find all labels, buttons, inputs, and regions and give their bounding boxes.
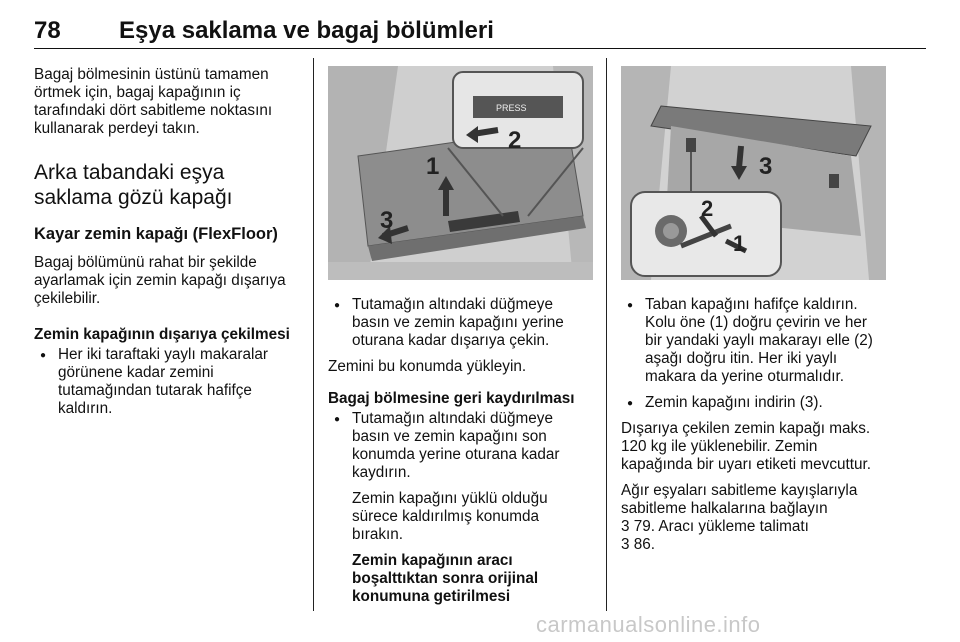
bullet-item: ● Tutamağın altındaki düğmeye basın ve zemin kapağını yerine oturana kadar dışarıya çekin. [328,296,593,350]
section-heading: Arka tabandaki eşya saklama gözü kapağı [34,161,233,209]
paragraph: Dışarıya çekilen zemin kapağı maks. 120 kg ile yüklenebilir. Zemin kapağında bir uyarı etiketi mevcuttur. [621,420,871,473]
footer-watermark: carmanualsonline.info [536,612,761,637]
bullet-item: ● Her iki taraftaki yaylı makaralar görünene kadar zemini tutamağından tutarak hafifçe kaldırın. [34,346,302,418]
paragraph: Zemini bu konumda yükleyin. [328,358,527,375]
column-1 [34,58,302,418]
intro-text: Bagaj bölmesinin üstünü tamamen örtmek için, bagaj kapağının iç tarafındaki dört sabitleme noktasını kullanarak perdeyi takın. [34,66,273,137]
callout-2: 2 [508,127,522,154]
flexfloor-lower-figure [621,66,886,280]
cross-reference-1[interactable]: 3 79. Aracı yükleme talimatı [621,518,809,535]
figure-illustration [621,66,886,280]
figure-illustration [328,66,593,280]
subsection-text: Bagaj bölümünü rahat bir şekilde ayarlamak için zemin kapağı dışarıya çekilebilir. [34,254,286,307]
callout-1: 1 [426,153,440,180]
bullet-item: ● Tutamağın altındaki düğmeye basın ve zemin kapağını son konumda yerine oturana kadar kaydırın. [328,410,593,482]
restore-heading: Zemin kapağının aracı boşalttıktan sonra orijinal konumuna getirilmesi [352,552,539,605]
cross-reference-2[interactable]: 3 86. [621,536,656,553]
bullet-item: ● Zemin kapağını indirin (3). [621,394,886,412]
column-3 [621,58,886,554]
column-divider [606,58,607,611]
callout-3: 3 [759,153,773,180]
page-number: 78 [34,17,61,44]
bullet-item: ● Taban kapağını hafifçe kaldırın. Kolu öne (1) doğru çevirin ve her bir yandaki yaylı makarayı elle (2) aşağı doğru itin. Her iki yaylı makara da yerine oturmalıdır. [621,296,886,386]
callout-3: 3 [380,207,394,234]
subsection-heading: Kayar zemin kapağı (FlexFloor) [34,225,278,243]
header-rule [34,48,926,49]
callout-2: 2 [701,196,714,221]
pullout-heading: Zemin kapağının dışarıya çekilmesi [34,326,290,343]
paragraph: Ağır eşyaları sabitleme kayışlarıyla sabitleme halkalarına bağlayın [621,482,858,517]
page-title: Eşya saklama ve bagaj bölümleri [119,17,494,44]
column-2 [328,58,593,606]
column-divider [313,58,314,611]
page-header [34,10,926,50]
flexfloor-pullout-figure [328,66,593,280]
paragraph: Zemin kapağını yüklü olduğu sürece kaldırılmış konumda bırakın. [352,490,548,543]
slide-back-heading: Bagaj bölmesine geri kaydırılması [328,390,575,407]
callout-1: 1 [733,231,746,256]
figure-label-press: PRESS [496,103,527,113]
